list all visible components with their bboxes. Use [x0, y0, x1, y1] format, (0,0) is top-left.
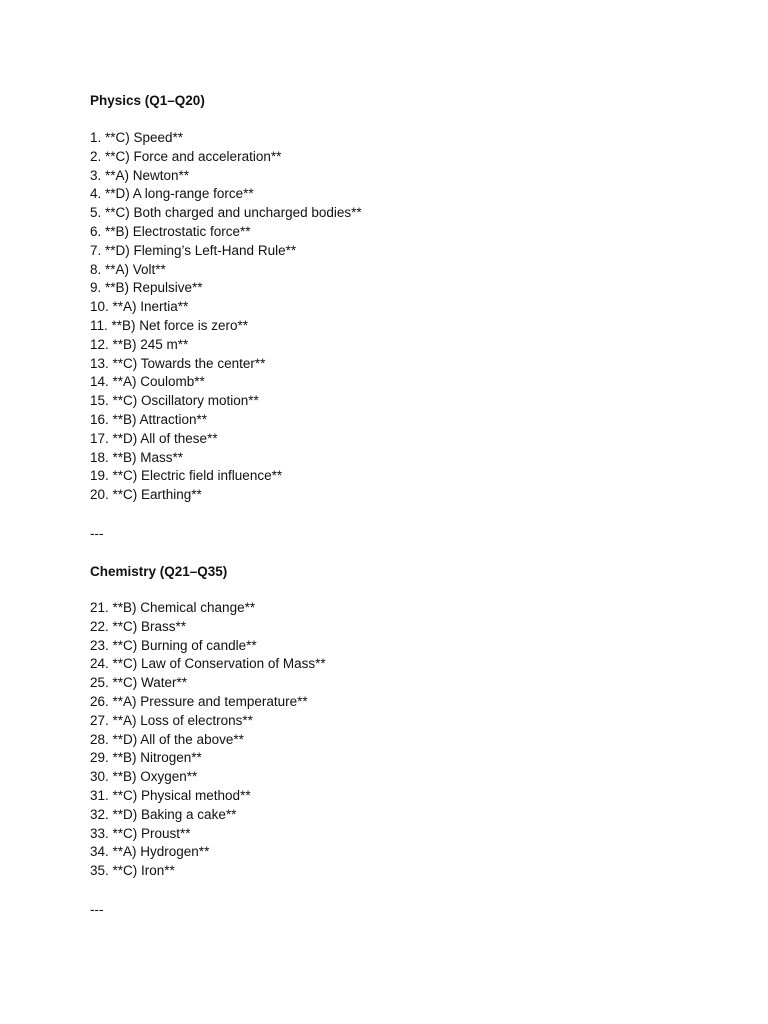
- answer-line: 29. **B) Nitrogen**: [90, 750, 202, 766]
- answer-line: 20. **C) Earthing**: [90, 487, 202, 503]
- answer-line: 6. **B) Electrostatic force**: [90, 223, 251, 239]
- answer-line: 23. **C) Burning of candle**: [90, 637, 257, 653]
- section-separator: ---: [90, 526, 104, 541]
- answer-line: 10. **A) Inertia**: [90, 299, 189, 315]
- answer-line: 24. **C) Law of Conservation of Mass**: [90, 656, 326, 672]
- answer-line: 21. **B) Chemical change**: [90, 600, 256, 615]
- answer-line: 19. **C) Electric field influence**: [90, 468, 283, 484]
- answer-line: 17. **D) All of these**: [90, 430, 218, 446]
- answer-line: 18. **B) Mass**: [90, 449, 184, 465]
- answer-line: 34. **A) Hydrogen**: [90, 844, 210, 860]
- answer-line: 22. **C) Brass**: [90, 618, 187, 634]
- section-heading-chemistry: Chemistry (Q21–Q35): [90, 564, 228, 579]
- answer-list-physics: [90, 129, 362, 505]
- answer-line: 7. **D) Fleming’s Left-Hand Rule**: [90, 242, 297, 258]
- answer-line: 32. **D) Baking a cake**: [90, 806, 237, 822]
- answer-line: 35. **C) Iron**: [90, 863, 175, 879]
- answer-line: 30. **B) Oxygen**: [90, 769, 198, 785]
- answer-line: 1. **C) Speed**: [90, 130, 184, 145]
- answer-line: 13. **C) Towards the center**: [90, 355, 266, 371]
- answer-line: 16. **B) Attraction**: [90, 411, 208, 427]
- answer-line: 9. **B) Repulsive**: [90, 280, 203, 296]
- answer-line: 28. **D) All of the above**: [90, 731, 244, 747]
- answer-line: 26. **A) Pressure and temperature**: [90, 693, 308, 709]
- answer-line: 2. **C) Force and acceleration**: [90, 148, 282, 164]
- answer-line: 14. **A) Coulomb**: [90, 374, 205, 390]
- answer-line: 3. **A) Newton**: [90, 167, 190, 183]
- section-separator: ---: [90, 902, 104, 917]
- answer-line: 31. **C) Physical method**: [90, 787, 251, 803]
- answer-line: 33. **C) Proust**: [90, 825, 191, 841]
- answer-line: 25. **C) Water**: [90, 675, 188, 691]
- answer-line: 11. **B) Net force is zero**: [90, 317, 249, 333]
- answer-line: 8. **A) Volt**: [90, 261, 166, 277]
- answer-list-chemistry: [90, 599, 326, 881]
- answer-line: 5. **C) Both charged and uncharged bodies**: [90, 205, 362, 221]
- section-heading-physics: Physics (Q1–Q20): [90, 93, 205, 108]
- answer-line: 15. **C) Oscillatory motion**: [90, 393, 259, 409]
- answer-line: 27. **A) Loss of electrons**: [90, 712, 253, 728]
- answer-line: 4. **D) A long-range force**: [90, 186, 254, 202]
- answer-line: 12. **B) 245 m**: [90, 336, 189, 352]
